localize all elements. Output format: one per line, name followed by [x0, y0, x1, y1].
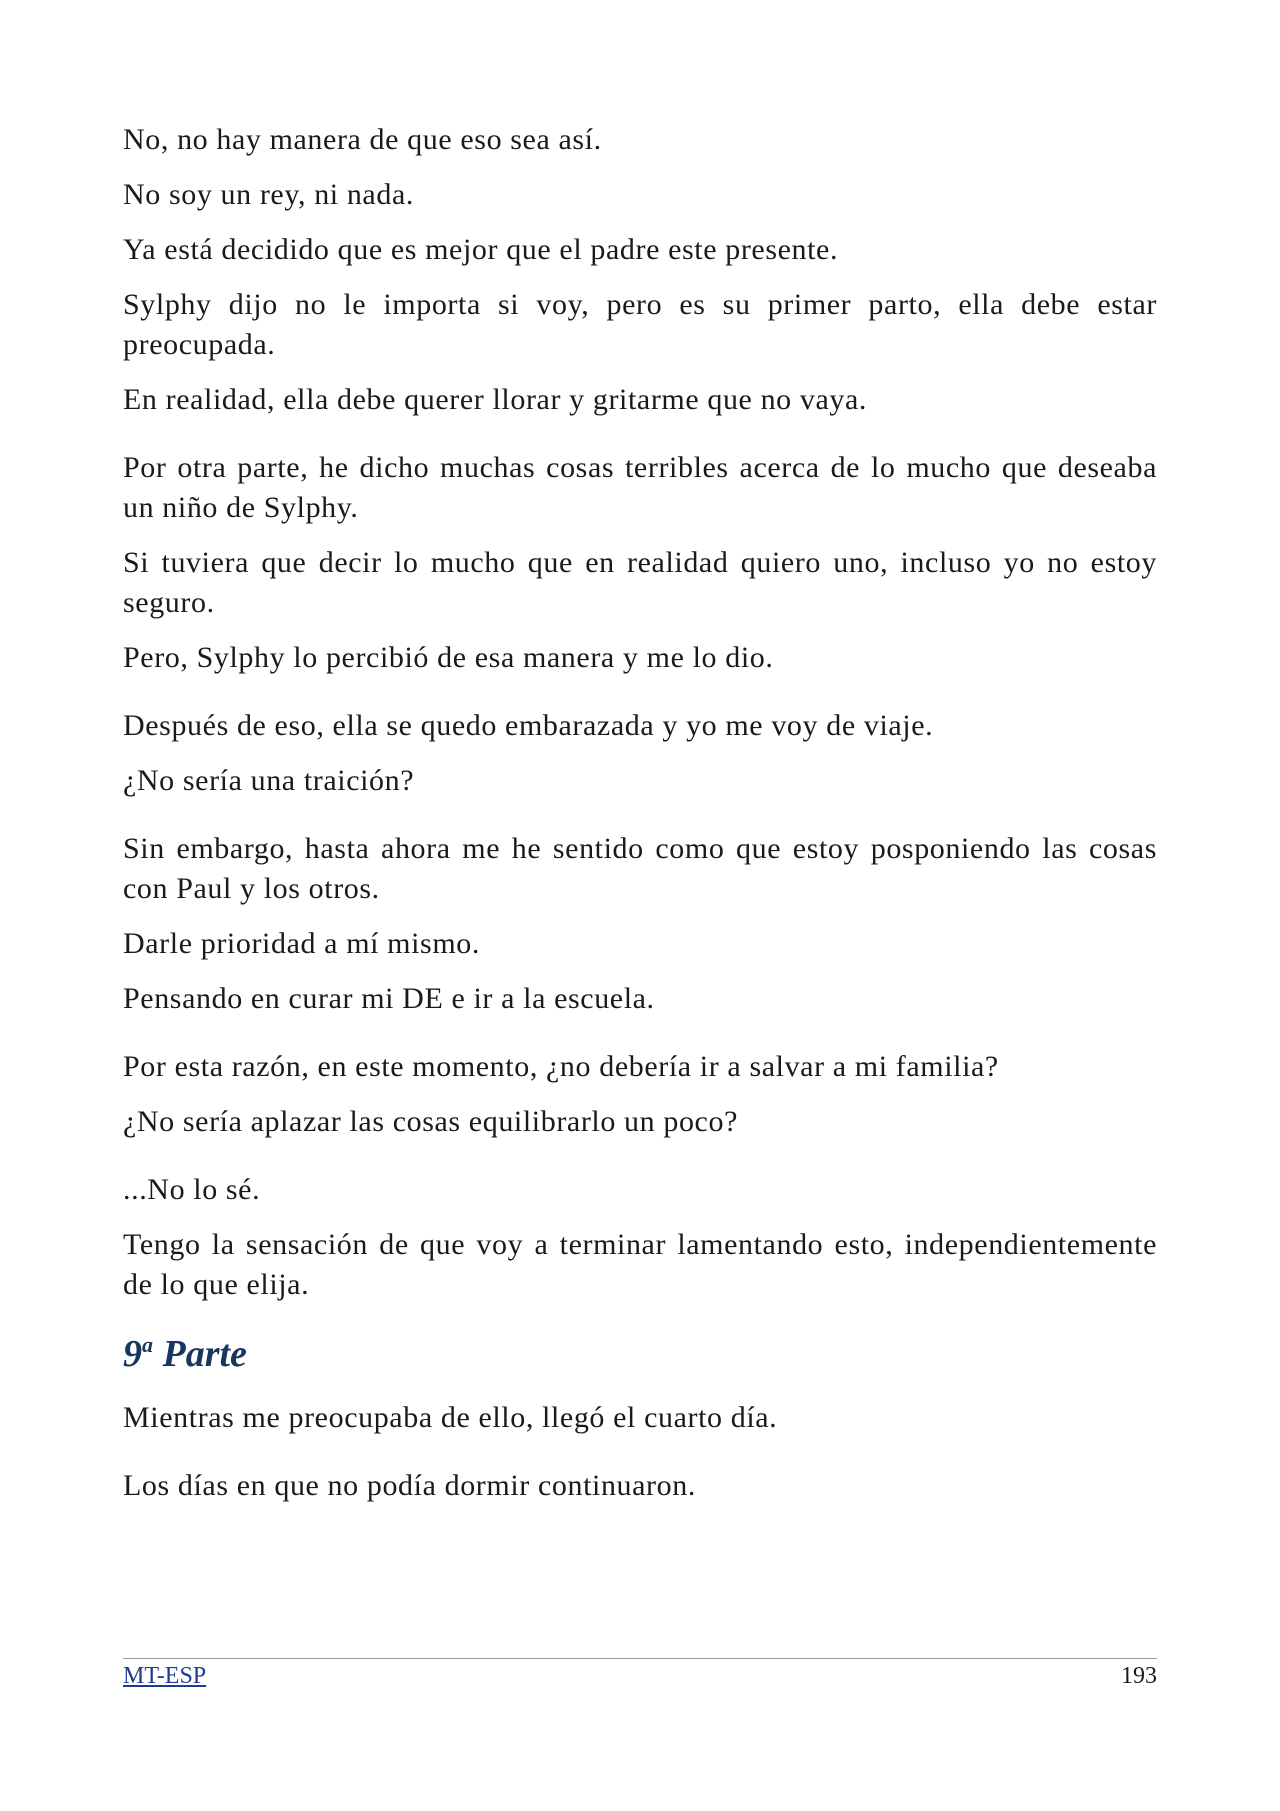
- page-number: 193: [1121, 1663, 1157, 1689]
- paragraph: Tengo la sensación de que voy a terminar lamentando esto, independientemente de lo que elija.: [123, 1228, 1157, 1301]
- paragraph: ¿No sería una traición?: [123, 764, 415, 797]
- paragraph: Pero, Sylphy lo percibió de esa manera y me lo dio.: [123, 641, 774, 674]
- paragraph: ¿No sería aplazar las cosas equilibrarlo un poco?: [123, 1105, 738, 1138]
- paragraph: Después de eso, ella se quedo embarazada y yo me voy de viaje.: [123, 709, 934, 742]
- paragraph: No soy un rey, ni nada.: [123, 178, 414, 211]
- paragraph: Pensando en curar mi DE e ir a la escuela.: [123, 982, 655, 1015]
- paragraph: Darle prioridad a mí mismo.: [123, 927, 480, 960]
- heading-superscript: a: [142, 1332, 153, 1357]
- page-footer: [123, 1658, 1157, 1690]
- paragraph: Sin embargo, hasta ahora me he sentido como que estoy posponiendo las cosas con Paul y los otros.: [123, 832, 1157, 905]
- footer-link[interactable]: MT-ESP: [123, 1663, 207, 1689]
- paragraph: Por otra parte, he dicho muchas cosas terribles acerca de lo mucho que deseaba un niño de Sylphy.: [123, 451, 1157, 524]
- heading-number: 9: [123, 1333, 142, 1375]
- paragraph: ...No lo sé.: [123, 1173, 261, 1206]
- paragraph: No, no hay manera de que eso sea así.: [123, 123, 602, 156]
- paragraph: Por esta razón, en este momento, ¿no debería ir a salvar a mi familia?: [123, 1050, 999, 1083]
- paragraph: Si tuviera que decir lo mucho que en realidad quiero uno, incluso yo no estoy seguro.: [123, 546, 1157, 619]
- paragraph: Los días en que no podía dormir continuaron.: [123, 1469, 696, 1502]
- document-page: [123, 120, 1157, 1521]
- paragraph: Mientras me preocupaba de ello, llegó el cuarto día.: [123, 1401, 778, 1434]
- paragraph: En realidad, ella debe querer llorar y gritarme que no vaya.: [123, 383, 868, 416]
- paragraph: Ya está decidido que es mejor que el padre este presente.: [123, 233, 839, 266]
- paragraph: Sylphy dijo no le importa si voy, pero es su primer parto, ella debe estar preocupada.: [123, 288, 1157, 361]
- section-heading: [123, 1323, 1157, 1376]
- heading-title: Parte: [162, 1333, 247, 1375]
